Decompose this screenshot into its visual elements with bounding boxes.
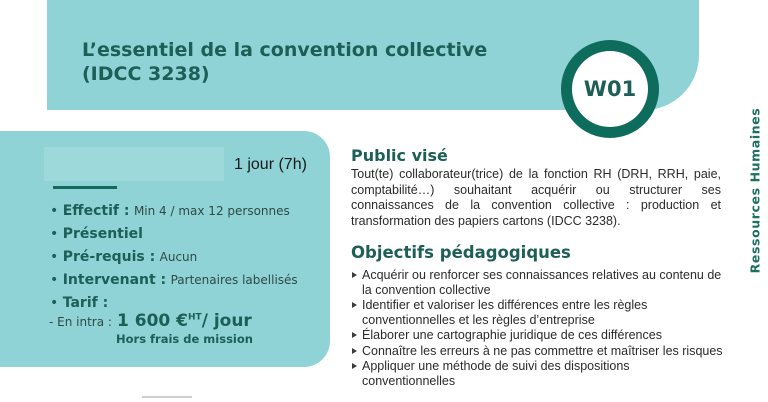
- page-title: L’essentiel de la convention collective (IDCC 3238): [82, 39, 488, 85]
- price-line: [49, 311, 252, 331]
- fact-prerequis: • Pré-requis : Aucun: [50, 249, 198, 265]
- objectives-heading: Objectifs pédagogiques: [351, 243, 571, 262]
- fact-value: Min 4 / max 12 personnes: [133, 204, 290, 218]
- public-text: Tout(te) collaborateur(trice) de la fonction RH (DRH, RRH, paie, comptabilité…) souhaitant acquérir ou structurer ses connaissances de la convention collective : production et transformation des papiers cartons (IDCC 3238).: [351, 167, 721, 228]
- fact-intervenant: • Intervenant : Partenaires labellisés: [50, 272, 298, 288]
- price-ht: HT: [188, 312, 202, 323]
- fees-note: Hors frais de mission: [116, 332, 253, 346]
- duration-box: [44, 147, 224, 181]
- fact-label: Présentiel: [62, 226, 143, 242]
- fact-label: Pré-requis :: [62, 249, 156, 265]
- fact-effectif: • Effectif : Min 4 / max 12 personnes: [50, 203, 290, 219]
- objectives-list: [351, 268, 726, 389]
- bottom-fragment: [142, 396, 192, 398]
- fact-label: Intervenant :: [62, 272, 167, 288]
- facts-list: [50, 203, 330, 318]
- category-label: [743, 105, 767, 275]
- public-heading: Public visé: [351, 146, 448, 165]
- divider: [53, 186, 117, 189]
- course-code: W01: [572, 51, 648, 127]
- category-label-text: Ressources Humaines: [747, 107, 763, 273]
- intra-prefix: - En intra :: [49, 315, 112, 329]
- objective-item: Appliquer une méthode de suivi des dispositions conventionnelles: [351, 359, 726, 388]
- duration: 1 jour (7h): [234, 156, 307, 173]
- fact-presentiel: • Présentiel: [50, 226, 143, 242]
- fact-value: Aucun: [159, 250, 198, 264]
- objective-item: Acquérir ou renforcer ses connaissances relatives au contenu de la convention collective: [351, 268, 726, 297]
- fact-label: Tarif :: [62, 295, 109, 311]
- price-amount: 1 600 €: [117, 311, 189, 331]
- objective-item: Connaître les erreurs à ne pas commettre et maîtriser les risques: [351, 344, 726, 359]
- course-code-badge: [561, 40, 659, 138]
- objective-item: Élaborer une cartographie juridique de ces différences: [351, 328, 726, 343]
- objective-item: Identifier et valoriser les différences entre les règles conventionnelles et les règles d’entreprise: [351, 298, 726, 327]
- fact-value: Partenaires labellisés: [170, 273, 298, 287]
- price: [117, 311, 252, 331]
- fact-label: Effectif :: [62, 203, 130, 219]
- price-unit: / jour: [201, 311, 252, 331]
- fact-tarif: • Tarif :: [50, 295, 109, 311]
